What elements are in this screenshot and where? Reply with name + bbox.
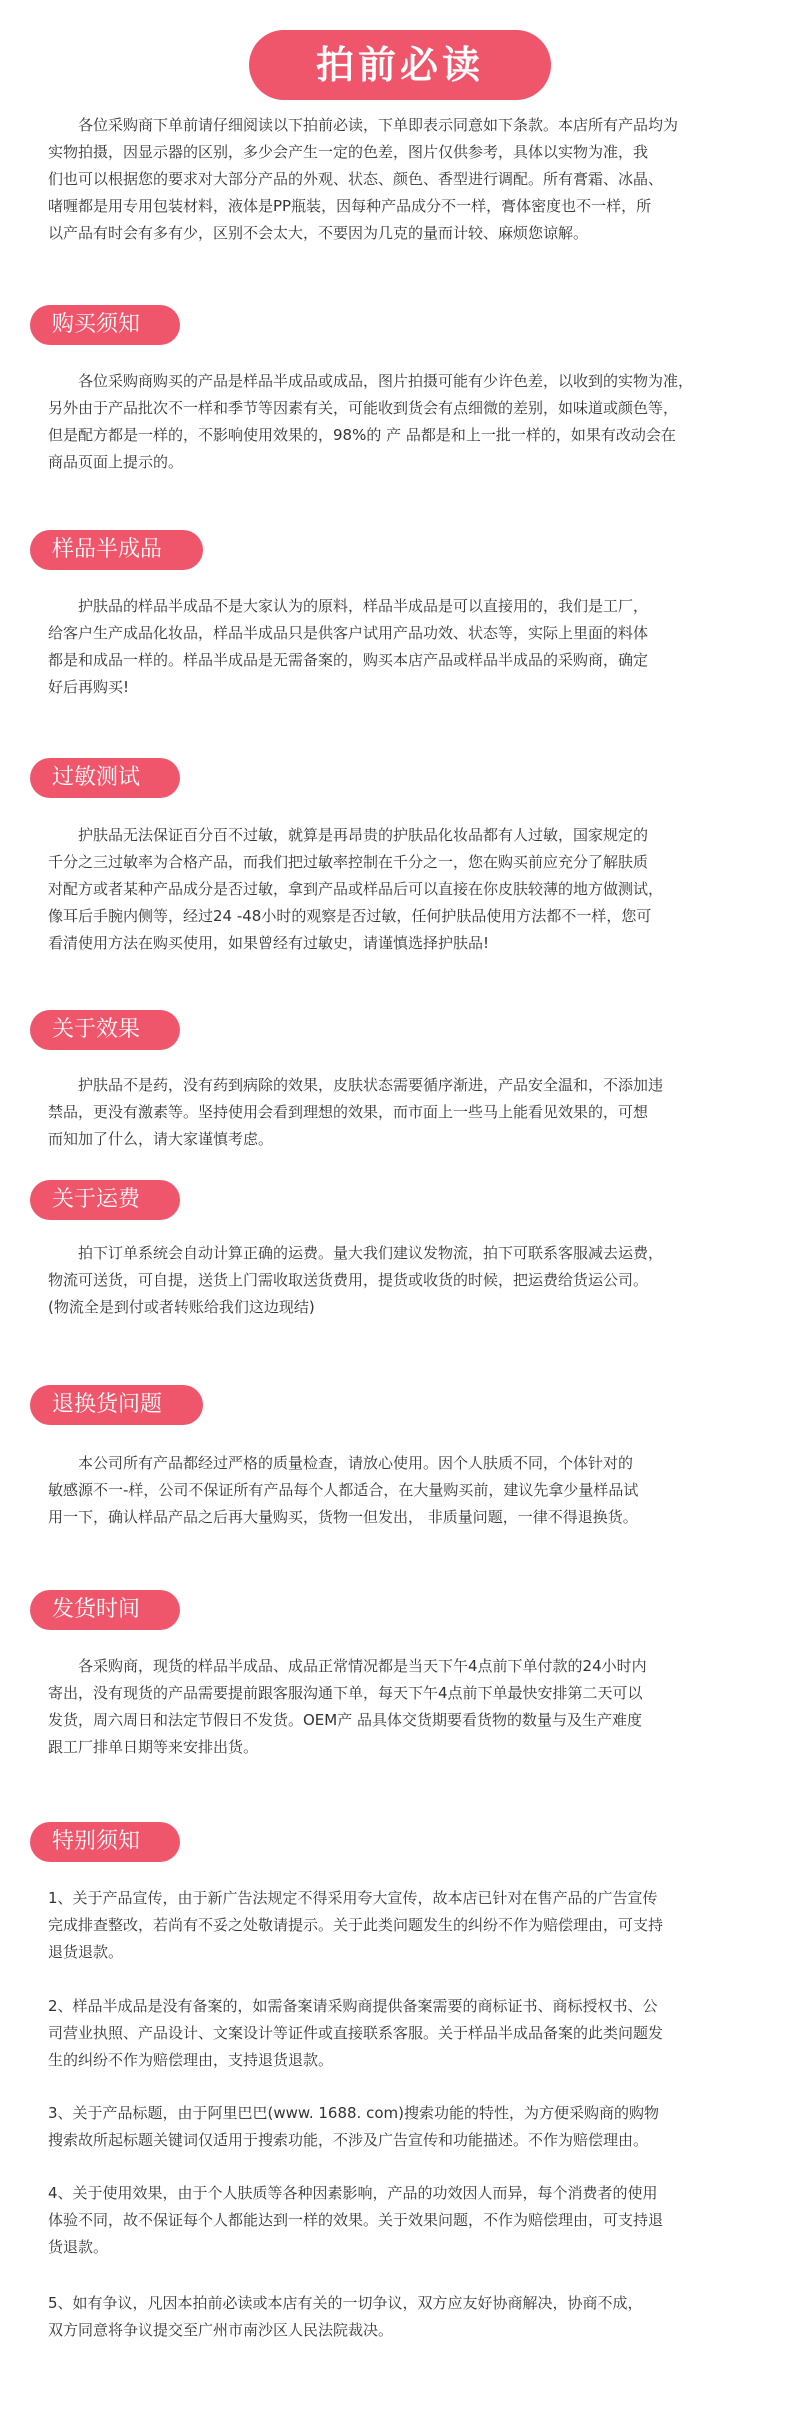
section-body-allergy-test: 护肤品无法保证百分百不过敏，就算是再昂贵的护肤品化妆品都有人过敏，国家规定的 千分之三过敏率为合格产品，而我们把过敏率控制在千分之一，您在购买前应充分了解肤质 对配方或者某种产品成分是否过敏，拿到产品或样品后可以直接在你皮肤较薄的地方做测试， 像耳后手腕内侧等，经过24 -48小时的观察是否过敏，任何护肤品使用方法都不一样，您可 看清使用方法在购买使用，如果曾经有过敏史，请谨慎选择护肤品! bbox=[48, 826, 664, 952]
special-notice-item-3: 3、关于产品标题，由于阿里巴巴(www. 1688. com)搜索功能的特性，为方便采购商的购物 搜索故所起标题关键词仅适用于搜索功能，不涉及广告宣传和功能描述。不作为赔偿理由。 bbox=[48, 2104, 659, 2149]
section-heading-special-notice: 特别须知 bbox=[30, 1822, 180, 1862]
intro-text: 各位采购商下单前请仔细阅读以下拍前必读，下单即表示同意如下条款。本店所有产品均为 实物拍摄，因显示器的区别，多少会产生一定的色差，图片仅供参考，具体以实物为准，我 们也可以根据您的要求对大部分产品的外观、状态、颜色、香型进行调配。所有膏霜、冰晶、 啫喱都是用专用包装材料，液体是PP瓶装，因每种产品成分不一样，膏体密度也不一样，所 以产品有时会有多有少，区别不会太大，不要因为几克的量而计较、麻烦您谅解。 bbox=[48, 116, 679, 242]
section-body-about-effects: 护肤品不是药，没有药到病除的效果，皮肤状态需要循序渐进，产品安全温和，不添加违 禁品，更没有激素等。坚持使用会看到理想的效果，而市面上一些马上能看见效果的，可想 而知加了什么，请大家谨慎考虑。 bbox=[48, 1076, 664, 1148]
section-body-sample-semi-product: 护肤品的样品半成品不是大家认为的原料，样品半成品是可以直接用的，我们是工厂， 给客户生产成品化妆品，样品半成品只是供客户试用产品功效、状态等，实际上里面的料体 都是和成品一样的。样品半成品是无需备案的，购买本店产品或样品半成品的采购商，确定 好后再购买! bbox=[48, 597, 649, 696]
special-notice-item-2: 2、样品半成品是没有备案的，如需备案请采购商提供备案需要的商标证书、商标授权书、公 司营业执照、产品设计、文案设计等证件或直接联系客服。关于样品半成品备案的此类问题发 生的纠纷不作为赔偿理由，支持退货退款。 bbox=[48, 1997, 664, 2069]
section-body-delivery-time: 各采购商，现货的样品半成品、成品正常情况都是当天下午4点前下单付款的24小时内 寄出，没有现货的产品需要提前跟客服沟通下单，每天下午4点前下单最快安排第二天可以 发货，周六周日和法定节假日不发货。OEM产 品具体交货期要看货物的数量与及生产难度 跟工厂排单日期等来安排出货。 bbox=[48, 1657, 647, 1756]
section-heading-allergy-test: 过敏测试 bbox=[30, 758, 180, 798]
section-body-returns: 本公司所有产品都经过严格的质量检查，请放心使用。因个人肤质不同，个体针对的 敏感源不一-样，公司不保证所有产品每个人都适合，在大量购买前，建议先拿少量样品试 用一下，确认样品产品之后再大量购买，货物一但发出， 非质量问题，一律不得退换货。 bbox=[48, 1454, 639, 1526]
special-notice-item-5: 5、如有争议，凡因本拍前必读或本店有关的一切争议，双方应友好协商解决，协商不成， 双方同意将争议提交至广州市南沙区人民法院裁决。 bbox=[48, 2294, 643, 2339]
section-body-purchase-notice: 各位采购商购买的产品是样品半成品或成品，图片拍摄可能有少许色差，以收到的实物为准， 另外由于产品批次不一样和季节等因素有关，可能收到货会有点细微的差别，如味道或颜色等， 但是配方都是一样的，不影响使用效果的，98%的 产 品都是和上一批一样的，如果有改动会在 商品页面上提示的。 bbox=[48, 372, 694, 471]
page-title: 拍前必读 bbox=[249, 30, 551, 100]
section-body-shipping-fee: 拍下订单系统会自动计算正确的运费。量大我们建议发物流，拍下可联系客服减去运费， 物流可送货，可自提，送货上门需收取送货费用，提货或收货的时候，把运费给货运公司。 (物流全是到付或者转账给我们这边现结) bbox=[48, 1244, 664, 1316]
section-heading-delivery-time: 发货时间 bbox=[30, 1590, 180, 1630]
section-heading-returns: 退换货问题 bbox=[30, 1385, 203, 1425]
special-notice-item-1: 1、关于产品宣传，由于新广告法规定不得采用夸大宣传，故本店已针对在售产品的广告宣传 完成排查整改，若尚有不妥之处敬请提示。关于此类问题发生的纠纷不作为赔偿理由，可支持 退货退款。 bbox=[48, 1889, 664, 1961]
section-heading-about-effects: 关于效果 bbox=[30, 1010, 180, 1050]
section-heading-shipping-fee: 关于运费 bbox=[30, 1180, 180, 1220]
section-heading-sample-semi-product: 样品半成品 bbox=[30, 530, 203, 570]
special-notice-item-4: 4、关于使用效果，由于个人肤质等各种因素影响，产品的功效因人而异，每个消费者的使用 体验不同，故不保证每个人都能达到一样的效果。关于效果问题，不作为赔偿理由，可支持退 货退款。 bbox=[48, 2184, 664, 2256]
section-heading-purchase-notice: 购买须知 bbox=[30, 305, 180, 345]
